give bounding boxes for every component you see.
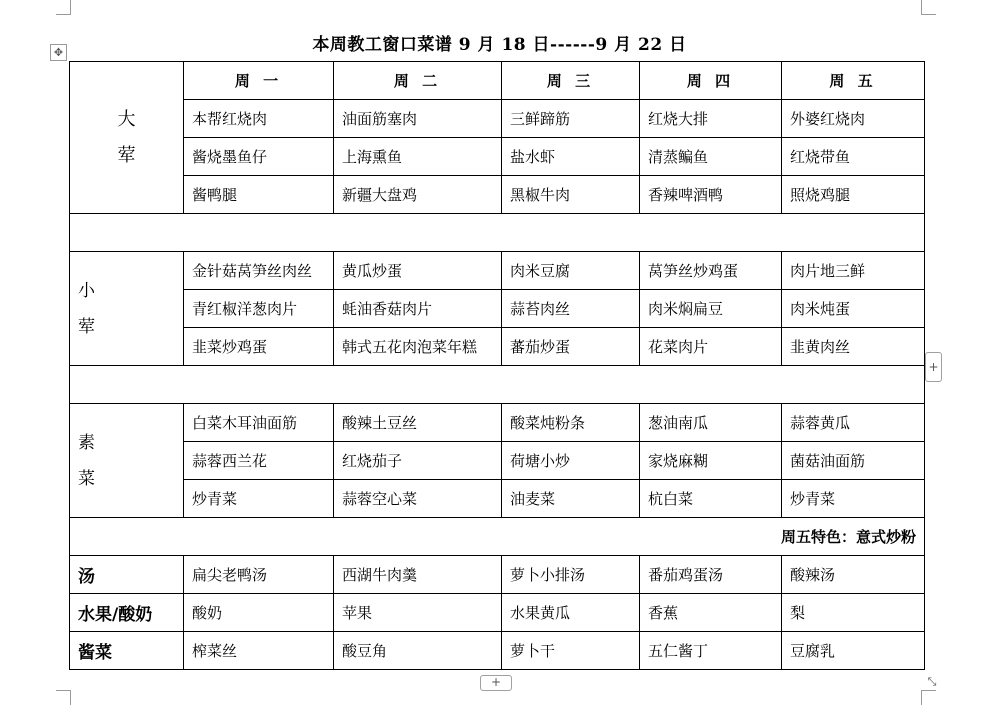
table-row — [70, 328, 925, 366]
spacer-row — [70, 366, 925, 404]
dish-cell: 新疆大盘鸡 — [334, 176, 502, 214]
dish-cell: 本帮红烧肉 — [184, 100, 334, 138]
spacer-cell — [70, 366, 925, 404]
dish-cell: 油麦菜 — [502, 480, 640, 518]
category-line: 素 — [78, 432, 95, 453]
page-corner-mark — [56, 690, 71, 705]
dish-cell: 金针菇莴笋丝肉丝 — [184, 252, 334, 290]
dish-cell: 杭白菜 — [640, 480, 782, 518]
dish-cell: 油面筋塞肉 — [334, 100, 502, 138]
special-row — [70, 518, 925, 556]
category-cell: 酱菜 — [70, 632, 184, 670]
page-title: 本周教工窗口菜谱 9 月 18 日------9 月 22 日 — [312, 35, 687, 55]
category-cell — [70, 62, 184, 214]
day-header: 周 二 — [334, 62, 502, 100]
dish-cell: 蕃茄炒蛋 — [502, 328, 640, 366]
dish-cell: 肉米炖蛋 — [782, 290, 925, 328]
dish-cell: 香辣啤酒鸭 — [640, 176, 782, 214]
category-cell: 水果/酸奶 — [70, 594, 184, 632]
dish-cell: 五仁酱丁 — [640, 632, 782, 670]
category-cell: 汤 — [70, 556, 184, 594]
dish-cell: 三鲜蹄筋 — [502, 100, 640, 138]
category-line: 荤 — [117, 144, 136, 166]
friday-special-note: 周五特色：意式炒粉 — [70, 518, 925, 556]
category-cell — [70, 252, 184, 366]
dish-cell: 上海熏鱼 — [334, 138, 502, 176]
category-line: 小 — [78, 280, 95, 301]
dish-cell: 香蕉 — [640, 594, 782, 632]
dish-cell: 酸奶 — [184, 594, 334, 632]
dish-cell: 萝卜小排汤 — [502, 556, 640, 594]
dish-cell: 葱油南瓜 — [640, 404, 782, 442]
dish-cell: 酸辣汤 — [782, 556, 925, 594]
dish-cell: 外婆红烧肉 — [782, 100, 925, 138]
dish-cell: 番茄鸡蛋汤 — [640, 556, 782, 594]
day-header: 周 五 — [782, 62, 925, 100]
dish-cell: 荷塘小炒 — [502, 442, 640, 480]
dish-cell: 苹果 — [334, 594, 502, 632]
table-move-handle-icon[interactable]: ✥ — [50, 44, 67, 61]
page-corner-mark — [921, 0, 936, 15]
table-row — [70, 442, 925, 480]
dish-cell: 家烧麻糊 — [640, 442, 782, 480]
spacer-row — [70, 214, 925, 252]
dish-cell: 清蒸鳊鱼 — [640, 138, 782, 176]
dish-cell: 肉米豆腐 — [502, 252, 640, 290]
add-row-icon[interactable]: + — [480, 675, 512, 691]
dish-cell: 酸菜炖粉条 — [502, 404, 640, 442]
dish-cell: 韭黄肉丝 — [782, 328, 925, 366]
dish-cell: 红烧茄子 — [334, 442, 502, 480]
dish-cell: 菌菇油面筋 — [782, 442, 925, 480]
dish-cell: 红烧带鱼 — [782, 138, 925, 176]
dish-cell: 萝卜干 — [502, 632, 640, 670]
table-row — [70, 632, 925, 670]
dish-cell: 蒜蓉西兰花 — [184, 442, 334, 480]
dish-cell: 酱鸭腿 — [184, 176, 334, 214]
header-row — [70, 62, 925, 100]
dish-cell: 酸辣土豆丝 — [334, 404, 502, 442]
dish-cell: 莴笋丝炒鸡蛋 — [640, 252, 782, 290]
menu-table — [69, 61, 925, 670]
day-header: 周 一 — [184, 62, 334, 100]
dish-cell: 炒青菜 — [782, 480, 925, 518]
dish-cell: 榨菜丝 — [184, 632, 334, 670]
spacer-cell — [70, 214, 925, 252]
dish-cell: 肉米焖扁豆 — [640, 290, 782, 328]
add-column-icon[interactable]: + — [925, 352, 942, 382]
category-line: 菜 — [78, 468, 95, 489]
dish-cell: 西湖牛肉羹 — [334, 556, 502, 594]
dish-cell: 肉片地三鲜 — [782, 252, 925, 290]
table-row — [70, 404, 925, 442]
day-header: 周 三 — [502, 62, 640, 100]
dish-cell: 黄瓜炒蛋 — [334, 252, 502, 290]
dish-cell: 蒜蓉黄瓜 — [782, 404, 925, 442]
page-corner-mark — [56, 0, 71, 15]
dish-cell: 豆腐乳 — [782, 632, 925, 670]
dish-cell: 照烧鸡腿 — [782, 176, 925, 214]
table-row — [70, 594, 925, 632]
table-row — [70, 176, 925, 214]
dish-cell: 花菜肉片 — [640, 328, 782, 366]
dish-cell: 蒜苔肉丝 — [502, 290, 640, 328]
dish-cell: 水果黄瓜 — [502, 594, 640, 632]
dish-cell: 红烧大排 — [640, 100, 782, 138]
dish-cell: 蚝油香菇肉片 — [334, 290, 502, 328]
dish-cell: 韩式五花肉泡菜年糕 — [334, 328, 502, 366]
dish-cell: 炒青菜 — [184, 480, 334, 518]
dish-cell: 梨 — [782, 594, 925, 632]
table-row — [70, 290, 925, 328]
dish-cell: 韭菜炒鸡蛋 — [184, 328, 334, 366]
table-resize-handle-icon[interactable]: ⤡ — [927, 675, 937, 688]
dish-cell: 酸豆角 — [334, 632, 502, 670]
table-row — [70, 480, 925, 518]
dish-cell: 青红椒洋葱肉片 — [184, 290, 334, 328]
table-row — [70, 138, 925, 176]
dish-cell: 扁尖老鸭汤 — [184, 556, 334, 594]
category-line: 荤 — [78, 316, 95, 337]
day-header: 周 四 — [640, 62, 782, 100]
dish-cell: 酱烧墨鱼仔 — [184, 138, 334, 176]
table-row — [70, 100, 925, 138]
table-row — [70, 252, 925, 290]
category-line: 大 — [117, 108, 136, 130]
dish-cell: 盐水虾 — [502, 138, 640, 176]
table-row — [70, 556, 925, 594]
category-cell — [70, 404, 184, 518]
dish-cell: 蒜蓉空心菜 — [334, 480, 502, 518]
dish-cell: 白菜木耳油面筋 — [184, 404, 334, 442]
dish-cell: 黑椒牛肉 — [502, 176, 640, 214]
page-corner-mark — [921, 690, 936, 705]
